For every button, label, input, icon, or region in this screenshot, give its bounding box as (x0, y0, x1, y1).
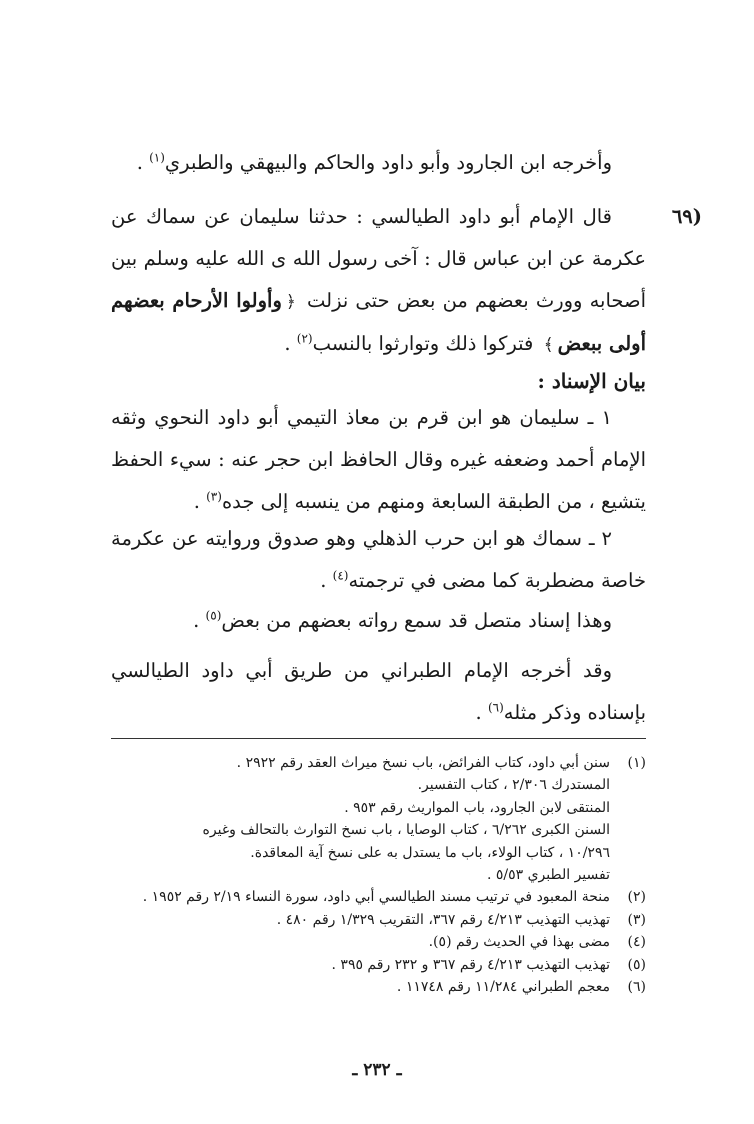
footnote-5 (111, 954, 646, 976)
footnote-ref-6[interactable]: (٦) (487, 700, 504, 715)
footnote-ref-4[interactable]: (٤) (332, 568, 349, 583)
hadith-text-2: فتركوا ذلك وتوارثوا بالنسب (312, 332, 534, 355)
footnote-6 (111, 976, 646, 998)
footnote-number: (١) (627, 755, 646, 771)
hadith-text-1: قال الإمام أبو داود الطيالسي : حدثنا سليمان عن سماك عن عكرمة عن ابن عباس قال : آخى رسول الله ى الله عليه وسلم بين أصحابه وورث بعضهم من بعض حتى نزلت (111, 205, 646, 312)
intro-text: وأخرجه ابن الجارود وأبو داود والحاكم والبيهقي والطبري (164, 151, 612, 174)
isnad-conclusion-end: . (193, 609, 206, 632)
verse-close-ornament: ﴾ (543, 335, 554, 355)
footnote-line: سنن أبي داود، كتاب الفرائض، باب نسخ ميراث العقد رقم ٢٩٢٢ . (236, 755, 610, 771)
footnote-number: (٣) (627, 911, 646, 928)
footnote-2 (111, 886, 646, 908)
footnote-1 (111, 752, 646, 886)
footnote-ref-5[interactable]: (٥) (205, 608, 222, 623)
verse-open-ornament: ﴿ (285, 292, 296, 312)
isnad-other-end: . (475, 701, 488, 724)
footnote-divider (111, 738, 646, 739)
isnad-item-1 (111, 397, 646, 523)
intro-paragraph (111, 142, 646, 184)
isnad-item-2-end: . (320, 569, 333, 592)
isnad-item-2-text: ٢ ـ سماك هو ابن حرب الذهلي وهو صدوق وروايته عن عكرمة خاصة مضطربة كما مضى في ترجمته (111, 527, 646, 592)
footnote-line: تفسير الطبري ٥/٥٣ . (486, 867, 610, 884)
footnote-ref-1[interactable]: (١) (149, 150, 165, 165)
footnote-number: (٥) (627, 956, 646, 973)
page-number: ـ ٢٣٢ ـ (352, 1060, 402, 1080)
footnote-number: (٢) (627, 889, 646, 906)
footnote-number: (٤) (627, 934, 646, 951)
isnad-item-2 (111, 518, 646, 602)
footnote-line: تهذيب التهذيب ٤/٢١٣ رقم ٣٦٧ و ٢٣٢ رقم ٣٩٥ . (331, 956, 610, 973)
hadith-number: (٦٩ (671, 205, 702, 228)
footnote-ref-2[interactable]: (٢) (296, 331, 313, 346)
footnote-line: المستدرك ٢/٣٠٦ ، كتاب التفسير. (417, 777, 610, 794)
footnotes-section (111, 752, 646, 998)
intro-end: . (136, 151, 150, 174)
hadith-paragraph (111, 196, 646, 366)
footnote-line: منحة المعبود في ترتيب مسند الطيالسي أبي داود، سورة النساء ٢/١٩ رقم ١٩٥٢ . (142, 889, 610, 906)
isnad-item-1-end: . (193, 490, 207, 513)
footnote-ref-3[interactable]: (٣) (206, 489, 222, 504)
footnote-4 (111, 931, 646, 953)
isnad-other-text: وقد أخرجه الإمام الطبراني من طريق أبي داود الطيالسي بإسناده وذكر مثله (111, 659, 646, 724)
isnad-conclusion-text: وهذا إسناد متصل قد سمع رواته بعضهم من بعض (221, 609, 612, 632)
footnote-line: المنتقى لابن الجارود، باب المواريث رقم ٩٥٣ . (344, 799, 610, 816)
quran-verse: وأولوا الأرحام بعضهم أولى ببعض (111, 289, 646, 355)
isnad-conclusion (111, 600, 646, 642)
footnote-number: (٦) (627, 979, 646, 996)
hadith-end: . (284, 332, 297, 355)
footnote-3 (111, 909, 646, 931)
footnote-line: السنن الكبرى ٦/٢٦٢ ، كتاب الوصايا ، باب نسخ التوارث بالتحالف وغيره (202, 822, 610, 839)
footnote-line: ١٠/٢٩٦ ، كتاب الولاء، باب ما يستدل به على نسخ آية المعاقدة. (250, 844, 610, 861)
footnote-line: تهذيب التهذيب ٤/٢١٣ رقم ٣٦٧، التقريب ١/٣٢٩ رقم ٤٨٠ . (276, 911, 610, 928)
footnote-line: مضى بهذا في الحديث رقم (٥). (428, 934, 610, 951)
isnad-heading: بيان الإسناد : (537, 369, 646, 393)
isnad-item-1-text: ١ ـ سليمان هو ابن قرم بن معاذ التيمي أبو داود النحوي وثقه الإمام أحمد وضعفه غيره وقال الحافظ ابن حجر عنه : سيء الحفظ يتشيع ، من الطبقة السابعة ومنهم من ينسبه إلى جده (111, 406, 646, 513)
footnote-line: معجم الطبراني ١١/٢٨٤ رقم ١١٧٤٨ . (396, 979, 610, 996)
isnad-other-source (111, 650, 646, 734)
